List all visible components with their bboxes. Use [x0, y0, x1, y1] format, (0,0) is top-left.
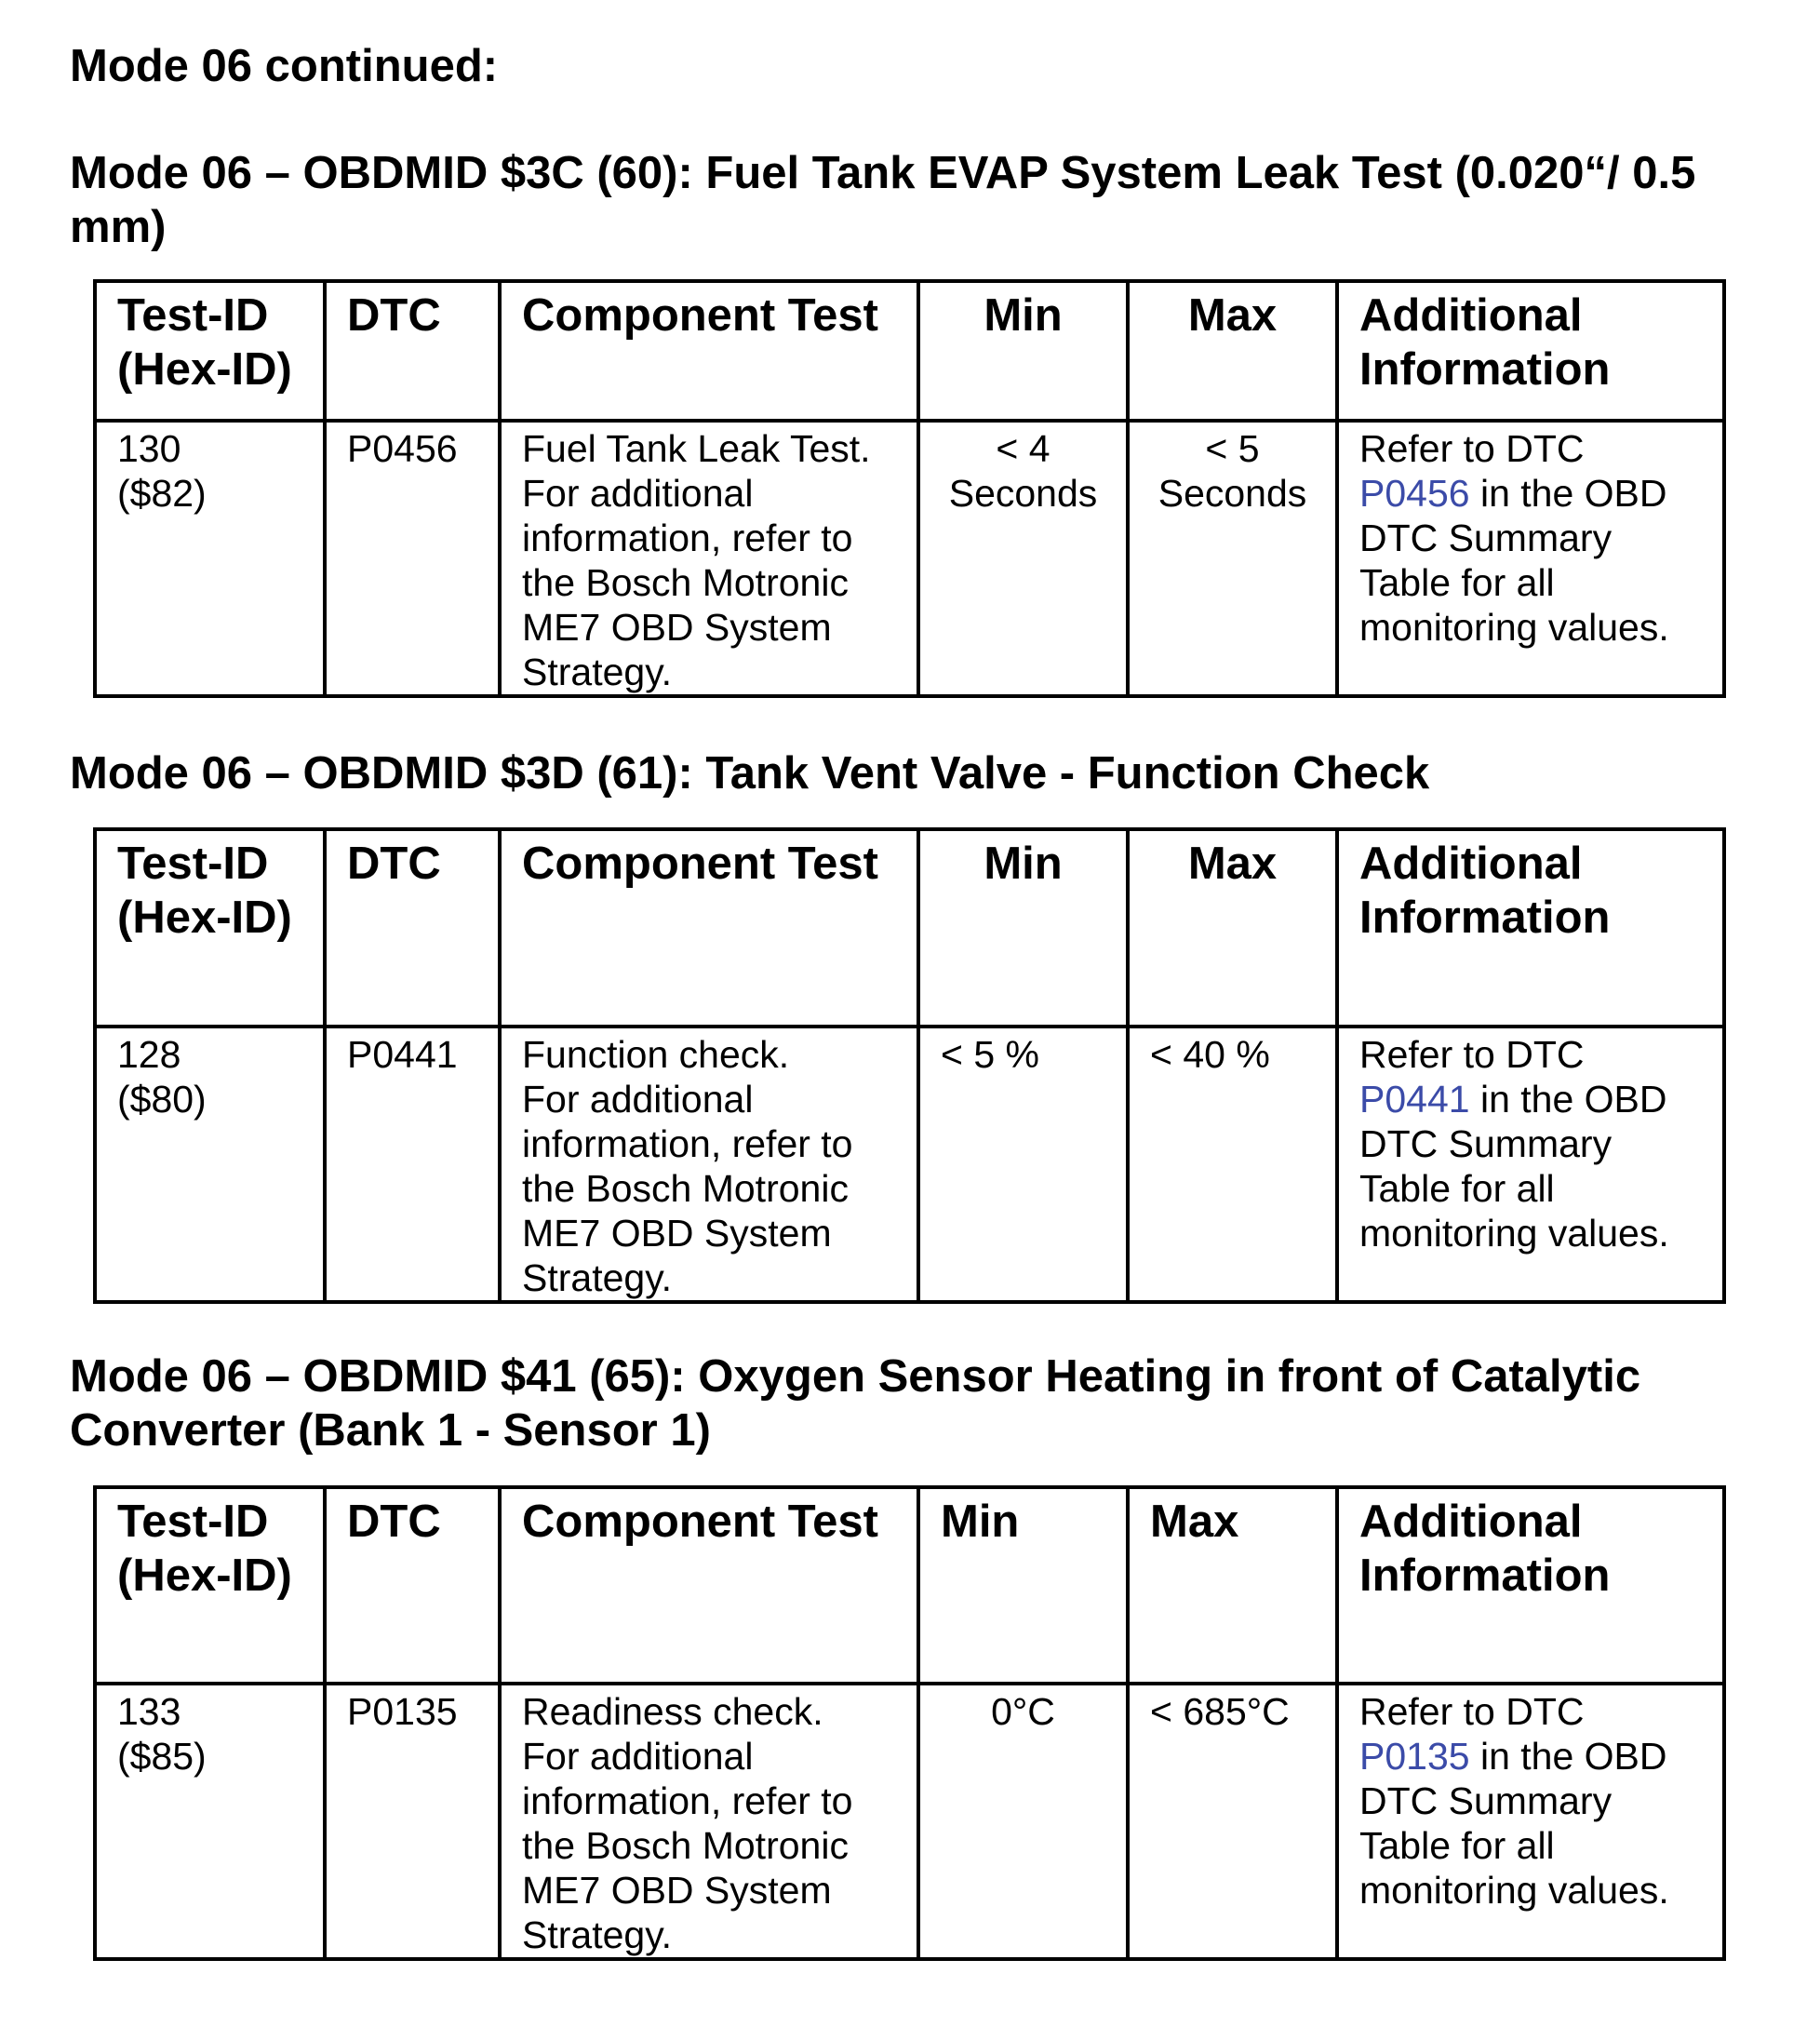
dtc-cell: P0441	[325, 1027, 500, 1302]
page-heading: Mode 06 continued:	[70, 41, 499, 91]
table-obdmid-41	[93, 1485, 1726, 1961]
column-header-dtc: DTC	[325, 829, 500, 1027]
max-cell: < 685°C	[1128, 1684, 1337, 1959]
additional-information-cell: Refer to DTC P0456 in the OBD DTC Summary Table for all monitoring values.	[1337, 421, 1724, 696]
table-obdmid-3c	[93, 279, 1726, 698]
min-cell: < 4 Seconds	[918, 421, 1128, 696]
dtc-link-p0456[interactable]: P0456	[1359, 472, 1470, 515]
component-test-cell: Fuel Tank Leak Test. For additional information, refer to the Bosch Motronic ME7 OBD System Strategy.	[500, 421, 918, 696]
column-header-additional-information: Additional Information	[1337, 281, 1724, 421]
column-header-test-id: Test-ID (Hex-ID)	[95, 829, 325, 1027]
max-cell: < 5 Seconds	[1128, 421, 1337, 696]
table-row	[95, 1027, 1724, 1302]
section-title-obdmid-41: Mode 06 – OBDMID $41 (65): Oxygen Sensor Heating in front of Catalytic Converter (Bank 1 - Sensor 1)	[70, 1351, 1641, 1456]
table-header-row	[95, 829, 1724, 1027]
column-header-test-id: Test-ID (Hex-ID)	[95, 281, 325, 421]
additional-information-cell: Refer to DTC P0441 in the OBD DTC Summary Table for all monitoring values.	[1337, 1027, 1724, 1302]
table-header-row	[95, 281, 1724, 421]
table-row	[95, 421, 1724, 696]
dtc-link-p0135[interactable]: P0135	[1359, 1735, 1470, 1778]
section-title-obdmid-3c: Mode 06 – OBDMID $3C (60): Fuel Tank EVAP System Leak Test (0.020“/ 0.5 mm)	[70, 148, 1696, 252]
test-id-cell: 133 ($85)	[95, 1684, 325, 1959]
column-header-additional-information: Additional Information	[1337, 829, 1724, 1027]
section-title-obdmid-3d: Mode 06 – OBDMID $3D (61): Tank Vent Valve - Function Check	[70, 748, 1430, 799]
column-header-max: Max	[1128, 281, 1337, 421]
column-header-max: Max	[1128, 1487, 1337, 1684]
test-id-cell: 128 ($80)	[95, 1027, 325, 1302]
additional-information-cell: Refer to DTC P0135 in the OBD DTC Summary Table for all monitoring values.	[1337, 1684, 1724, 1959]
component-test-cell: Function check. For additional information, refer to the Bosch Motronic ME7 OBD System Strategy.	[500, 1027, 918, 1302]
column-header-component-test: Component Test	[500, 281, 918, 421]
column-header-additional-information: Additional Information	[1337, 1487, 1724, 1684]
column-header-component-test: Component Test	[500, 829, 918, 1027]
table-header-row	[95, 1487, 1724, 1684]
column-header-min: Min	[918, 829, 1128, 1027]
component-test-cell: Readiness check. For additional information, refer to the Bosch Motronic ME7 OBD System Strategy.	[500, 1684, 918, 1959]
column-header-max: Max	[1128, 829, 1337, 1027]
dtc-cell: P0135	[325, 1684, 500, 1959]
column-header-component-test: Component Test	[500, 1487, 918, 1684]
column-header-dtc: DTC	[325, 281, 500, 421]
dtc-cell: P0456	[325, 421, 500, 696]
max-cell: < 40 %	[1128, 1027, 1337, 1302]
table-obdmid-3d	[93, 827, 1726, 1304]
dtc-link-p0441[interactable]: P0441	[1359, 1078, 1470, 1121]
column-header-min: Min	[918, 281, 1128, 421]
column-header-min: Min	[918, 1487, 1128, 1684]
min-cell: < 5 %	[918, 1027, 1128, 1302]
table-row	[95, 1684, 1724, 1959]
test-id-cell: 130 ($82)	[95, 421, 325, 696]
column-header-test-id: Test-ID (Hex-ID)	[95, 1487, 325, 1684]
min-cell: 0°C	[918, 1684, 1128, 1959]
column-header-dtc: DTC	[325, 1487, 500, 1684]
